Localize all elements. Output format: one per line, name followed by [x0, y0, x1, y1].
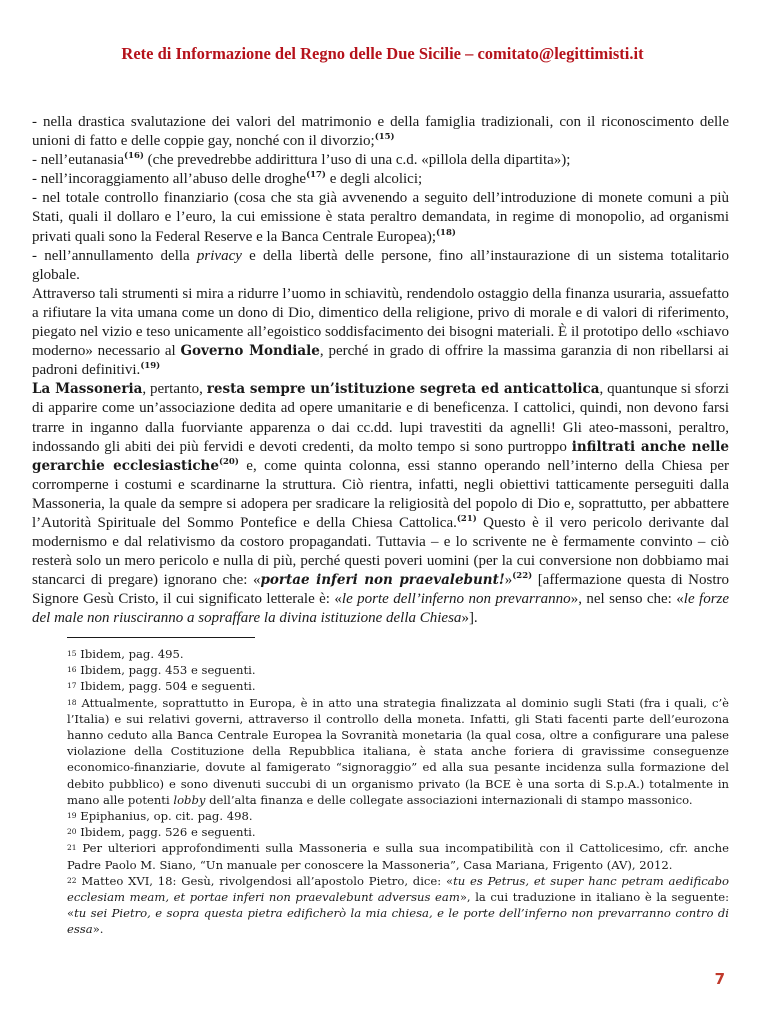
footnote-ref-18[interactable]: (18)	[436, 227, 456, 238]
footnote-ref-15[interactable]: (15)	[374, 132, 395, 143]
footnote-18: 18 Attualmente, soprattutto in Europa, è in atto una strategia finalizzata al dominio sugli Stati (fra i quali, c’è l’Italia) e sui relativi governi, attraverso il controllo della moneta. Infatti, gli Stati facenti parte dell’eurozona hanno ceduto alla Banca Centrale Europea la Sovranità monetaria (la qual cosa, oltre a configurare una palese violazione della Costituzione della Repubblica italiana, è stata anche foriera di gravissime conseguenze economico-finanziarie, dovute al famigerato “signoraggio” ed alla sua pesante incidenza sulla formazione del debito pubblico) e sono divenuti succubi di un organismo privato (la BCE è una sorta di S.p.A.) totalmente in mano alle potenti lobby dell’alta finanza e delle collegate associazioni internazionali di stampo massonico.	[67, 695, 729, 807]
paragraph-7: La Massoneria, pertanto, resta sempre un’istituzione segreta ed anticattolica, quantunque si sforzi di apparire come un’associazione dedita ad opere umanitarie e di beneficenza. I cattolici, quindi, non devono farsi trarre in inganno dalla fuorviante apparenza o dai cc.dd. lupi travestiti da agnelli! Gli ateo-massoni, peraltro, indossando gli abiti dei più fervidi e devoti credenti, da molto tempo si sono purtroppo infiltrati anche nelle gerarchie ecclesiastiche$^{(20)}$ e, come quinta colonna, essi stanno operando nell’interno della Chiesa per corromperne i costumi e scardinarne la struttura. Ciò rientra, infatti, negli obiettivi tatticamente perseguiti dalla Massoneria, la quale da sempre si adopera per sradicare la religiosità del popolo di Dio e, soprattutto, per abbattere l’Autorità Spirituale del Sommo Pontefice e della Chiesa Cattolica.$^{(21)}$ Questo è il vero pericolo derivante dal modernismo e dal relativismo da costoro propagandati. Tuttavia – e lo scrivente ne è fermamente convinto – ciò resterà solo un mero pericolo e nulla di più, perché questi poveri uomini (per la cui conversione non dobbiamo mai stancarci di pregare) ignorano che: «portae inferi non praevalebunt!»$^{(22)}$ [affermazione questa di Nostro Signore Gesù Cristo, il cui significato letterale è: «le porte dell’inferno non prevarranno», nel senso che: «le forze del male non riusciranno a sopraffare la divina istituzione della Chiesa»].	[32, 381, 730, 627]
paragraph-3: - nell’incoraggiamento all’abuso delle droghe$^{(17)}$ e degli alcolici;	[32, 170, 423, 188]
footnote-ref-22[interactable]: (22)	[512, 571, 533, 582]
footnote-ref-21[interactable]: (21)	[456, 513, 477, 524]
footnote-ref-20[interactable]: (20)	[218, 456, 239, 467]
footnote-separator	[67, 637, 255, 638]
paragraph-1: - nella drastica svalutazione dei valori del matrimonio e della famiglia tradizionali, con il riconoscimento delle unioni di fatto e delle coppie gay, nonché con il divorzio;$^{(15)}$	[32, 114, 729, 150]
footnote-ref-19[interactable]: (19)	[140, 361, 161, 372]
paragraph-4: - nel totale controllo finanziario (cosa che sta già avvenendo a seguito dell’introduzione di monete comuni a più Stati, quali il dollaro e l’euro, la cui emissione è stata peraltro demandata, in regime di monopolio, ad organismi privati quali sono la Federal Reserve e la Banca Centrale Europea);$^{(18)}$	[32, 190, 729, 245]
paragraph-5: - nell’annullamento della privacy e della libertà delle persone, fino all’instaurazione di un sistema totalitario globale.	[32, 247, 730, 283]
footnote-20: 20 Ibidem, pagg. 526 e seguenti.	[67, 825, 256, 840]
body-text	[32, 113, 729, 629]
footnote-ref-17[interactable]: (17)	[306, 170, 326, 181]
paragraph-2: - nell’eutanasia$^{(16)}$ (che prevedrebbe addirittura l’uso di una c.d. «pillola della dipartita»);	[32, 151, 571, 169]
page-header: Rete di Informazione del Regno delle Due Sicilie – comitato@legittimisti.it	[121, 44, 644, 63]
footnote-15: 15 Ibidem, pag. 495.	[67, 647, 184, 661]
footnote-19: 19 Epiphanius, op. cit. pag. 498.	[67, 809, 253, 824]
footnote-ref-16[interactable]: (16)	[124, 151, 144, 162]
paragraph-6: Attraverso tali strumenti si mira a ridurre l’uomo in schiavitù, rendendolo ostaggio della finanza usuraria, assuefatto a rifiutare la vita umana come un dono di Dio, dimentico della religione, privo di morale e di valori di riferimento, piegato nel vizio e teso unicamente all’egoistico soddisfacimento dei bisogni materiali. È il prototipo dello «schiavo moderno» necessario al Governo Mondiale, perché in grado di offrire la massima garanzia di non ribellarsi ai padroni definitivi.$^{(19)}$	[32, 285, 729, 379]
footnote-21: 21 Per ulteriori approfondimenti sulla Massoneria e sulla sua incompatibilità con il Cattolicesimo, cfr. anche Padre Paolo M. Siano, “Un manuale per conoscere la Massoneria”, Casa Mariana, Frigento (AV), 2012.	[67, 841, 730, 872]
footnote-22: 22 Matteo XVI, 18: Gesù, rivolgendosi all’apostolo Pietro, dice: «tu es Petrus, et super hanc petram aedificabo ecclesiam meam, et portae inferi non praevalebunt adversus eam», la cui traduzione in italiano è la seguente: «tu sei Pietro, e sopra questa pietra edificherò la mia chiesa, e le porte dell’inferno non prevarranno contro di essa».	[67, 873, 729, 937]
page-number: 7	[714, 970, 725, 988]
footnotes	[67, 646, 729, 938]
footnote-16: 16 Ibidem, pagg. 453 e seguenti.	[67, 663, 256, 678]
footnote-17: 17 Ibidem, pagg. 504 e seguenti.	[67, 679, 256, 694]
